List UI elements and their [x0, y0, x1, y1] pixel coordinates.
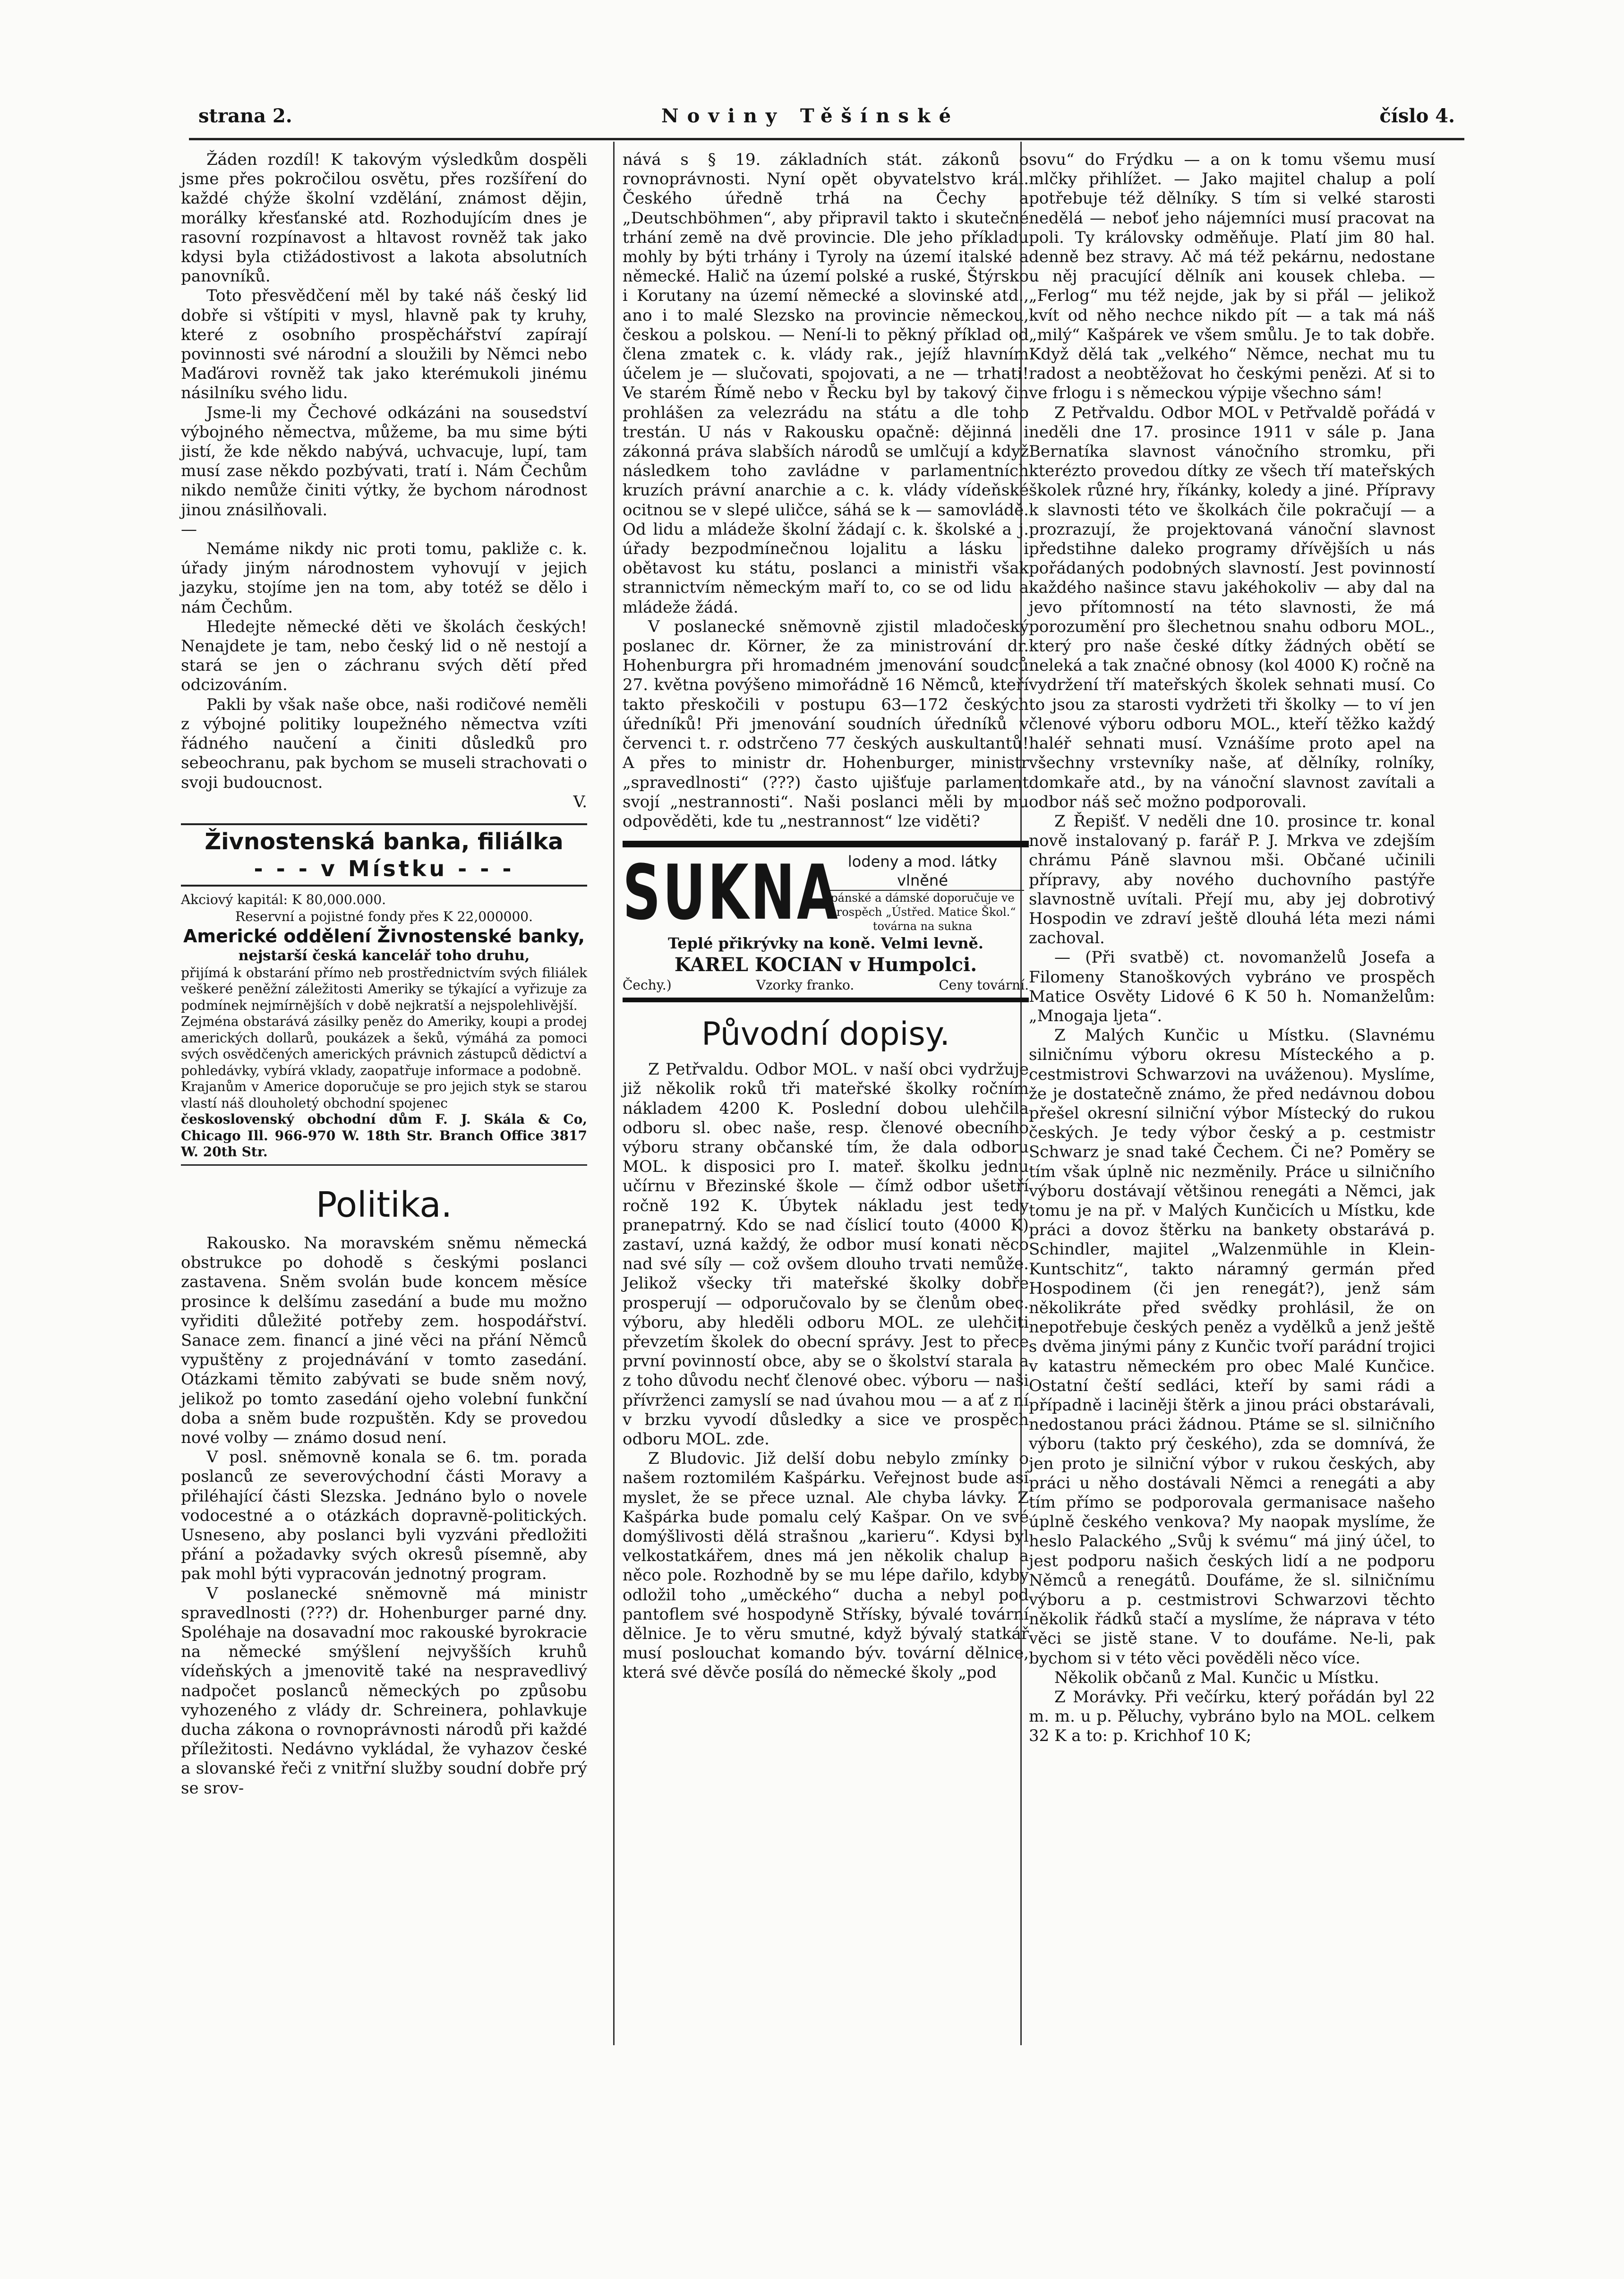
article-paragraph: Pakli by však naše obce, naši rodičové neměli z výbojné politiky loupežného němectva vzíti řádného naučení a činiti důsledků pro sebeochranu, pak bychom se museli strachovati o svoji budoucnost.	[181, 695, 587, 792]
article-paragraph: Rakousko. Na moravském sněmu německá obstrukce po dohodě s českými poslanci zastavena. Sněm svolán bude koncem měsíce prosince k delšímu zasedání a bude mu možno vyřiditi důležité potřeby zem. hospodářství. Sanace zem. financí a jiné věci na přání Němců vypuštěny z projednávání v tomto zasedání. Otázkami těmito zabývati se bude sněm nový, jelikož po tomto zasedání ojeho volební funkční doba a sněm bude rozpuštěn. Kdy se provedou nové volby — známo dosud není.	[181, 1233, 587, 1447]
letter-paragraph: Z Petřvaldu. Odbor MOL. v naší obci vydržuje již několik roků tři mateřské školky ročním nákladem 4200 K. Poslední dobou ulehčila odboru sl. obec naše, resp. členové obecního výboru strany občanské tím, že dala odboru MOL. k disposici pro I. mateř. školku jednu učírnu v Březinské škole — čímž odbor ušetří ročně 192 K. Úbytek nákladu jest tedy pranepatrný. Kdo se nad číslicí touto (4000 K) zastaví, uzná každý, že odbor musí konati něco nad své síly — což ovšem dlouho trvati nemůže. Jelikož všecky tři mateřské školky dobře prosperují — odporučovalo by se členům obec. výboru, aby hleděli odboru MOL. ze ulehčiti převzetím školek do obecní správy. Jest to přece první povinností obce, aby se o školství starala a z toho důvodu nechť členové obec. výboru — naši přívrženci zamyslí se nad úvahou mou — a ať z ní v brzku vyvodí důsledky a sice ve prospěch odboru MOL. zde.	[623, 1060, 1029, 1449]
american-ad-heading: Americké oddělení Živnostenské banky,	[183, 925, 585, 947]
column-3	[1029, 150, 1435, 1746]
sukna-ad-prices: Ceny tovární.	[939, 977, 1029, 993]
american-department-ad	[181, 925, 587, 1166]
sukna-ad-description: pánské a dámské doporučuje ve prospěch „Ústřed. Matice Škol.“ továrna na sukna	[829, 891, 1016, 933]
section-title-politika: Politika.	[316, 1184, 453, 1225]
sukna-ad-headline: SUKNA	[623, 848, 840, 937]
american-ad-paragraph: Krajanům v Americe doporučuje se pro jejich styk se starou vlastí náš dlouholetý obchodní spojenec	[181, 1079, 587, 1111]
article-paragraph: Hledejte německé děti ve školách českých! Nenajdete je tam, nebo český lid o ně nestojí a stará se jen o záchranu svých dětí před odcizováním.	[181, 617, 587, 695]
page-number: strana 2.	[198, 105, 292, 127]
article-paragraph: Nemáme nikdy nic proti tomu, pakliže c. k. úřady jiným národnostem vyhovují v jejich jazyku, stojíme jen na tom, aby totéž se dělo i nám Čechům.	[181, 539, 587, 617]
bank-capital: Akciový kapitál: K 80,000.000.	[181, 891, 386, 907]
american-ad-paragraph: přijímá k obstarání přímo neb prostřednictvím svých filiálek veškeré peněžní záležitosti Ameriky se týkající a vyřizuje za podmínek nejmírnějších v době nejkratší a nejspolehlivější.	[181, 965, 587, 1013]
header-rule	[189, 138, 1464, 140]
article-paragraph: V poslanecké sněmovně má ministr spravedlnosti (???) dr. Hohenburger parné dny. Spoléhaje na dosavadní moc rakouské byrokracie na německé smýšlení nejvyšších kruhů vídeňských a jmenovitě také na nespravedlivý nadpočet poslanců německých po způsobu vyhozeného z vlády dr. Schreinera, pohlavkuje ducha zákona o rovnoprávnosti národů při každé příležitosti. Nedávno vykládal, že vyhazov české a slovanské řeči z vnitřní služby soudní dobře prý se srov-	[181, 1584, 587, 1798]
article-paragraph: V poslanecké sněmovně zjistil mladočeský poslanec dr. Körner, že za ministrování dr. Hohenburgra při hromadném jmenování soudců 27. května povýšeno mimořádně 16 Němců, kteří takto přeskočili v postupu 63—172 českých úředníků! Při jmenování soudních úředníků v červenci t. r. odstrčeno 77 českých auskultantů! A přes to ministr dr. Hohenburger, ministr „spravedlnosti“ (???) často ujišťuje parlament svojí „nestrannosti“. Naši poslanci měli by mu odpověděti, kde tu „nestrannost“ lze viděti?	[623, 617, 1029, 831]
column-2	[623, 150, 1029, 1683]
letter-signature: Několik občanů z Mal. Kunčic u Místku.	[1054, 1668, 1379, 1687]
article-paragraph: nává s § 19. základních stát. zákonů o rovnoprávnosti. Nyní opět obyvatelstvo král. Českého úředně trhá na Čechy a „Deutschböhmen“, aby připravil takto i skutečné trhání země na dvě provincie. Dle jeho příkladu mohly by býti trhány i Tyroly na území italské a německé. Halič na území polské a ruské, Štýrsko i Korutany na území německé a slovinské atd., ano i to malé Slezsko na provincie německou, českou a polskou. — Není-li to pěkný příklad od člena zmatek c. k. vlády rak., jejíž hlavním účelem je — slučovati, spojovati, a ne — trhati! Ve starém Římě nebo v Řecku byl by takový čin prohlášen za velezrádu na státu a dle toho trestán. U nás v Rakousku opačně: dějinná i zákonná práva slabších národů se umlčují a když následkem toho zavládne v parlamentních kruzích právní anarchie a c. k. vlády vídeňské ocitnou se v slepé uličce, sáhá se k — samovládě. Od lidu a mládeže školní žádají c. k. školské a j. úřady bezpodmínečnou lojalitu a lásku i obětavost ku státu, poslanci a ministři však strannictvím německým maří to, co se od lidu a mládeže žádá.	[623, 150, 1029, 617]
bank-reserves: Reservní a pojistné fondy přes K 22,000000.	[235, 908, 533, 924]
letter-paragraph: Z Malých Kunčic u Místku. (Slavnému silničnímu výboru okresu Místeckého a p. cestmistrovi Schwarzovi na uváženou). Myslíme, že je dostatečně známo, že před nedávnou dobou přešel okresní silniční výbor Místecký do rukou českých. Je tedy výbor český a p. cestmistr Schwarz je snad také Čechem. Či ne? Poměry se tím však úplně nic nezměnily. Práce u silničního výboru dostávají většinou renegáti a Němci, jak tomu je na př. v Malých Kunčicích u Místku, kde práci a dovoz štěrku na bankety obstarává p. Schindler, majitel „Walzenmühle in Klein-Kuntschitz“, takto náramný germán před Hospodinem (či jen renegát?), jenž sám několikráte před svědky prohlásil, že on nepotřebuje českých peněz a vydělků a jenž ještě s dvěma jinými pány z Kunčic tvoří parádní trojici v katastru německém pro obec Malé Kunčice. Ostatní čeští sedláci, kteří by sami rádi a případně i laciněji štěrk a jinou práci obstarávali, nedostanou práci žádnou. Ptáme se sl. silničního výboru (takto prý českého), zda se domnívá, že jen proto je silniční výbor v rukou českých, aby práci u něho dostávali Němci a renegáti a aby tím přímo se podporovala germanisace našeho úplně českého venkova? My naopak myslíme, že heslo Palackého „Svůj k svému“ má jiný účel, to jest podporu našich českých lidí a ne podporu Němců a renegátů. Doufáme, že sl. silničnímu výboru a p. cestmistrovi Schwarzovi těchto několik řádků stačí a myslíme, že náprava v této věci se jistě stane. V to doufáme. Ne-li, pak bychom si v této věci pověděli něco více.	[1029, 1026, 1435, 1668]
column-1	[181, 150, 587, 1798]
article-dash: —	[181, 520, 197, 539]
article-signature: V.	[573, 792, 587, 811]
american-ad-subheading: nejstarší česká kancelář toho druhu,	[238, 947, 530, 964]
sukna-ad-products: lodeny a mod. látky vlněné	[821, 852, 1024, 891]
letter-paragraph: Z Bludovic. Již delší dobu nebylo zmínky o našem roztomilém Kašpárku. Veřejnost bude asi myslet, že se přece uznal. Ale chyba lávky. Z Kašpárka bude pomalu celý Kašpar. On ve své domýšlivosti dělá strašnou „karieru“. Kdysi byl velkostatkářem, dnes má jen několik chalup a něco pole. Rozhodně by se mu lépe dařilo, kdyby odložil toho „uměckého“ ducha a nebyl pod pantoflem své hospodyně Střísky, bývalé tovární dělnice. Je to věru smutné, když bývalý statkář musí poslouchat komando býv. tovární dělnice, která své děvče posílá do německé školy „pod	[623, 1449, 1029, 1682]
column-divider-1	[613, 142, 615, 2045]
page-header	[198, 105, 1455, 133]
article-paragraph: Žáden rozdíl! K takovým výsledkům dospěli jsme přes pokročilou osvětu, přes rozšíření do každé chýže školní vzdělání, známost dějin, morálky křesťanské atd. Rozhodujícím dnes je rasovní rozpínavost a hltavost rovněž tak jako kdysi byla ctižádostivost a lakota absolutních panovníků.	[181, 150, 587, 286]
article-paragraph: Toto přesvědčení měl by také náš český lid dobře si vštípiti v mysl, hlavně pak ty kruhy, které z osobního prospěchářství zapírají povinnosti své národní a sloužili by Němci nebo Maďárovi rovněž tak jako kterémukoli jinému násilníku svého lidu.	[181, 286, 587, 403]
bank-ad-title: Živnostenská banka, filiálka	[205, 828, 564, 855]
sukna-ad-company: KAREL KOCIAN v Humpolci.	[674, 954, 977, 976]
american-ad-paragraph: Zejména obstarává zásilky peněz do Ameriky, koupi a prodej amerických dollarů, poukázek a šeků, výmáhá za pomoci svých osvědčených amerických právnich zástupců dědictví a pohledávky, vybírá vklady, zaopatřuje informace a podobně.	[181, 1014, 587, 1078]
article-paragraph: Jsme-li my Čechové odkázáni na sousedství výbojného němectva, můžeme, ba mu sime býti jistí, že kde někdo nabývá, uchvacuje, lupí, tam musí zase někdo pozbývati, tratí i. Nám Čechům nikdo nemůže činiti výtky, že bychom národnost jinou znásilňovali.	[181, 403, 587, 520]
american-ad-address: československý obchodní dům F. J. Skála & Co, Chicago Ill. 966-970 W. 18th Str. Branch Office 3817 W. 20th Str.	[181, 1111, 587, 1166]
letter-paragraph: Z Petřvaldu. Odbor MOL v Petřvaldě pořádá v neděli dne 17. prosince 1911 v sále p. Jana Bernatíka slavnost vánočního stromku, při kterézto provedou dítky ze všech tří mateřských školek různé hry, říkánky, koledy a jiné. Přípravy k slavnosti této ve školkách čile pokračují — a prozrazují, že projektovaná vánoční slavnost předstihne daleko programy dřívějších u nás pořádaných podobných slavností. Jest povinností každého našince stavu jakéhokoliv — aby dal na jevo přítomností na této slavnosti, že má porozumění pro šlechetnou snahu odboru MOL., který pro naše české dítky žádných obětí se neleká a tak značné obnosy (kol 4000 K) ročně na vydržení tří mateřských školek sehnati musí. Co to jsou za starosti vydržeti tři školky — to ví jen členové výboru odboru MOL., kteří těžko každý haléř sehnati musí. Vznášíme proto apel na všechny vrstevníky naše, ať dělníky, rolníky, domkaře atd., by na vánoční slavnost zavítali a odbor náš seč možno podporovali.	[1029, 403, 1435, 811]
letter-paragraph: — (Při svatbě) ct. novomanželů Josefa a Filomeny Stanoškových vybráno ve prospěch Matice Osvěty Lidové 6 K 50 h. Nomanželům: „Mnogaja ljeta“.	[1029, 948, 1435, 1025]
sukna-advertisement	[623, 841, 1029, 1002]
section-title-puvodni-dopisy: Původní dopisy.	[701, 1016, 950, 1053]
letter-paragraph: Z Morávky. Při večírku, který pořádán byl 22 m. m. u p. Pěluchy, vybráno bylo na MOL. celkem 32 K a to: p. Krichhof 10 K;	[1029, 1688, 1435, 1746]
bank-advertisement	[181, 823, 587, 887]
issue-number: číslo 4.	[1379, 105, 1455, 127]
bank-ad-location: - - - v Místku - - -	[254, 855, 514, 881]
letter-paragraph: Z Řepišť. V neděli dne 10. prosince tr. konal nově instalovaný p. farář P. J. Mrkva ve zdejším chrámu Páně slavnou mši. Občané učinili přípravy, aby nového duchovního pastýře slavnostně uvítali. Přejí mu, aby jej dobrotivý Hospodin ve zdraví ještě dlouhá léta mezi námi zachoval.	[1029, 811, 1435, 948]
letter-paragraph: sovu“ do Frýdku — a on k tomu všemu musí mlčky přihlížet. — Jako majitel chalup a polí potřebuje též dělníky. S tím si velké starosti nedělá — neboť jeho nájemníci musí pracovat na poli. Ty královsky odměňuje. Platí jim 80 hal. denně bez stravy. Ač má též pekárnu, nedostane u něj pracující dělník ani kousek chleba. — „Ferlog“ mu též nejde, jak by si přál — jelikož kvít od něho nechce nikdo pít — a tak má náš „milý“ Kašpárek ve všem smůlu. Je to tak dobře. Když dělá tak „velkého“ Němce, nechat mu tu radost a neobtěžovat ho českými penězi. Ať si to ve frlogu i s německou výpije všechno sám!	[1029, 150, 1435, 403]
sukna-ad-offer: Teplé přikrývky na koně. Velmi levně.	[667, 934, 984, 953]
article-paragraph: V posl. sněmovně konala se 6. tm. porada poslanců ze severovýchodní části Moravy a přiléhající části Slezska. Jednáno bylo o novele vodocestné a o otázkách dopravně-politických. Usneseno, aby poslanci byli vyzváni předložiti přání a požadavky svých okresů písemně, aby pak mohl býti vypracován jednotný program.	[181, 1448, 587, 1584]
sukna-ad-country: Čechy.)	[623, 977, 672, 993]
sukna-ad-samples: Vzorky franko.	[756, 977, 855, 993]
newspaper-title: Noviny Těšínské	[661, 105, 960, 127]
